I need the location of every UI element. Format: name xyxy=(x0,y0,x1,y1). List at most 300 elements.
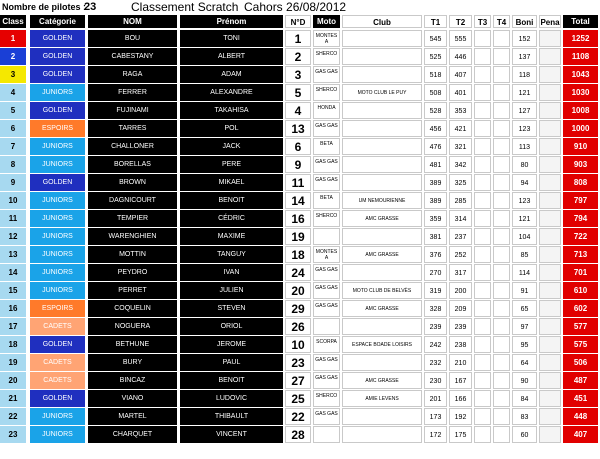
number-cell: 3 xyxy=(285,66,311,83)
class-cell: 10 xyxy=(0,192,26,209)
table-row[interactable] xyxy=(0,29,600,47)
t1-cell: 456 xyxy=(424,120,447,137)
class-cell: 1 xyxy=(0,30,26,47)
nom-cell: FUJINAMI xyxy=(88,102,177,119)
moto-cell: GAS GAS xyxy=(313,408,340,425)
t1-cell: 389 xyxy=(424,192,447,209)
boni-cell: 137 xyxy=(512,48,537,65)
table-row[interactable] xyxy=(0,425,600,443)
category-cell: JUNIORS xyxy=(30,228,85,245)
table-row[interactable] xyxy=(0,389,600,407)
boni-cell: 84 xyxy=(512,390,537,407)
class-cell: 14 xyxy=(0,264,26,281)
pena-cell xyxy=(539,66,561,83)
club-cell xyxy=(342,156,422,173)
prenom-cell: MAXIME xyxy=(180,228,283,245)
category-cell: CADETS xyxy=(30,318,85,335)
pilots-count: 23 xyxy=(84,1,97,13)
t1-cell: 230 xyxy=(424,372,447,389)
t1-cell: 172 xyxy=(424,426,447,443)
total-cell: 602 xyxy=(563,300,598,317)
nom-cell: NOGUERA xyxy=(88,318,177,335)
number-cell: 28 xyxy=(285,426,311,443)
t1-cell: 508 xyxy=(424,84,447,101)
t2-cell: 407 xyxy=(449,66,472,83)
total-cell: 577 xyxy=(563,318,598,335)
pena-cell xyxy=(539,372,561,389)
number-cell: 4 xyxy=(285,102,311,119)
t2-cell: 237 xyxy=(449,228,472,245)
prenom-cell: POL xyxy=(180,120,283,137)
table-row[interactable] xyxy=(0,137,600,155)
t4-cell xyxy=(493,84,510,101)
header-prenom[interactable]: Prénom xyxy=(180,15,283,28)
category-cell: JUNIORS xyxy=(30,264,85,281)
boni-cell: 127 xyxy=(512,102,537,119)
t1-cell: 528 xyxy=(424,102,447,119)
total-cell: 1252 xyxy=(563,30,598,47)
table-row[interactable] xyxy=(0,245,600,263)
t3-cell xyxy=(474,372,491,389)
pena-cell xyxy=(539,426,561,443)
number-cell: 5 xyxy=(285,84,311,101)
total-cell: 910 xyxy=(563,138,598,155)
club-cell: MOTO CLUB LE PUY xyxy=(342,84,422,101)
moto-cell: MONTES A xyxy=(313,30,340,47)
t3-cell xyxy=(474,120,491,137)
club-cell: AMC GRASSE xyxy=(342,210,422,227)
club-cell xyxy=(342,264,422,281)
t1-cell: 545 xyxy=(424,30,447,47)
prenom-cell: TAKAHISA xyxy=(180,102,283,119)
t3-cell xyxy=(474,408,491,425)
table-row[interactable] xyxy=(0,101,600,119)
pena-cell xyxy=(539,174,561,191)
boni-cell: 121 xyxy=(512,84,537,101)
pena-cell xyxy=(539,408,561,425)
class-cell: 16 xyxy=(0,300,26,317)
header-boni[interactable]: Boni xyxy=(512,15,537,28)
pena-cell xyxy=(539,246,561,263)
moto-cell: MONTES A xyxy=(313,246,340,263)
table-row[interactable] xyxy=(0,173,600,191)
nom-cell: FERRER xyxy=(88,84,177,101)
class-cell: 21 xyxy=(0,390,26,407)
pena-cell xyxy=(539,30,561,47)
category-cell: GOLDEN xyxy=(30,390,85,407)
club-cell xyxy=(342,102,422,119)
pena-cell xyxy=(539,318,561,335)
t3-cell xyxy=(474,102,491,119)
prenom-cell: ALEXANDRE xyxy=(180,84,283,101)
t2-cell: 210 xyxy=(449,354,472,371)
t4-cell xyxy=(493,48,510,65)
t4-cell xyxy=(493,372,510,389)
table-row[interactable] xyxy=(0,209,600,227)
table-row[interactable] xyxy=(0,119,600,137)
t3-cell xyxy=(474,390,491,407)
moto-cell: SHERCO xyxy=(313,210,340,227)
number-cell: 14 xyxy=(285,192,311,209)
category-cell: JUNIORS xyxy=(30,246,85,263)
total-cell: 794 xyxy=(563,210,598,227)
t1-cell: 242 xyxy=(424,336,447,353)
table-row[interactable] xyxy=(0,353,600,371)
moto-cell: BETA xyxy=(313,192,340,209)
category-cell: JUNIORS xyxy=(30,192,85,209)
category-cell: ESPOIRS xyxy=(30,300,85,317)
class-cell: 13 xyxy=(0,246,26,263)
category-cell: JUNIORS xyxy=(30,84,85,101)
t4-cell xyxy=(493,336,510,353)
nom-cell: CABESTANY xyxy=(88,48,177,65)
moto-cell: SHERCO xyxy=(313,390,340,407)
total-cell: 1000 xyxy=(563,120,598,137)
t2-cell: 401 xyxy=(449,84,472,101)
number-cell: 16 xyxy=(285,210,311,227)
t4-cell xyxy=(493,228,510,245)
prenom-cell: JACK xyxy=(180,138,283,155)
t4-cell xyxy=(493,66,510,83)
boni-cell: 85 xyxy=(512,246,537,263)
nom-cell: BROWN xyxy=(88,174,177,191)
t2-cell: 209 xyxy=(449,300,472,317)
moto-cell xyxy=(313,318,340,335)
pena-cell xyxy=(539,228,561,245)
t1-cell: 381 xyxy=(424,228,447,245)
moto-cell: HONDA xyxy=(313,102,340,119)
category-cell: GOLDEN xyxy=(30,174,85,191)
total-cell: 808 xyxy=(563,174,598,191)
t3-cell xyxy=(474,48,491,65)
t4-cell xyxy=(493,390,510,407)
club-cell xyxy=(342,66,422,83)
table-row[interactable] xyxy=(0,155,600,173)
number-cell: 1 xyxy=(285,30,311,47)
prenom-cell: CÉDRIC xyxy=(180,210,283,227)
table-row[interactable] xyxy=(0,65,600,83)
t2-cell: 192 xyxy=(449,408,472,425)
club-cell: ESPACE BOADE LOISIRS xyxy=(342,336,422,353)
t2-cell: 252 xyxy=(449,246,472,263)
number-cell: 13 xyxy=(285,120,311,137)
boni-cell: 152 xyxy=(512,30,537,47)
total-cell: 451 xyxy=(563,390,598,407)
class-cell: 3 xyxy=(0,66,26,83)
club-cell xyxy=(342,354,422,371)
category-cell: GOLDEN xyxy=(30,30,85,47)
boni-cell: 118 xyxy=(512,66,537,83)
number-cell: 26 xyxy=(285,318,311,335)
header-total[interactable]: Total xyxy=(563,15,598,28)
category-cell: GOLDEN xyxy=(30,66,85,83)
header-num[interactable]: N°D xyxy=(285,15,311,28)
club-cell xyxy=(342,174,422,191)
t2-cell: 555 xyxy=(449,30,472,47)
nom-cell: TEMPIER xyxy=(88,210,177,227)
class-cell: 5 xyxy=(0,102,26,119)
nom-cell: BURY xyxy=(88,354,177,371)
total-cell: 1043 xyxy=(563,66,598,83)
moto-cell xyxy=(313,228,340,245)
category-cell: JUNIORS xyxy=(30,408,85,425)
table-row[interactable] xyxy=(0,191,600,209)
boni-cell: 91 xyxy=(512,282,537,299)
t1-cell: 328 xyxy=(424,300,447,317)
number-cell: 9 xyxy=(285,156,311,173)
t2-cell: 314 xyxy=(449,210,472,227)
moto-cell xyxy=(313,426,340,443)
total-cell: 1108 xyxy=(563,48,598,65)
t2-cell: 446 xyxy=(449,48,472,65)
category-cell: GOLDEN xyxy=(30,48,85,65)
header-nom[interactable]: NOM xyxy=(88,15,177,28)
boni-cell: 95 xyxy=(512,336,537,353)
club-cell xyxy=(342,48,422,65)
t4-cell xyxy=(493,120,510,137)
t3-cell xyxy=(474,354,491,371)
header-categorie[interactable]: Catégorie xyxy=(30,15,85,28)
t1-cell: 270 xyxy=(424,264,447,281)
t2-cell: 317 xyxy=(449,264,472,281)
t4-cell xyxy=(493,282,510,299)
club-cell xyxy=(342,408,422,425)
prenom-cell: STEVEN xyxy=(180,300,283,317)
t3-cell xyxy=(474,138,491,155)
t1-cell: 232 xyxy=(424,354,447,371)
total-cell: 407 xyxy=(563,426,598,443)
t1-cell: 389 xyxy=(424,174,447,191)
club-cell xyxy=(342,138,422,155)
number-cell: 2 xyxy=(285,48,311,65)
moto-cell: GAS GAS xyxy=(313,354,340,371)
t3-cell xyxy=(474,84,491,101)
prenom-cell: THIBAULT xyxy=(180,408,283,425)
t4-cell xyxy=(493,318,510,335)
pena-cell xyxy=(539,264,561,281)
total-cell: 797 xyxy=(563,192,598,209)
class-cell: 7 xyxy=(0,138,26,155)
club-cell xyxy=(342,30,422,47)
club-cell xyxy=(342,228,422,245)
club-cell xyxy=(342,318,422,335)
t2-cell: 200 xyxy=(449,282,472,299)
t3-cell xyxy=(474,30,491,47)
class-cell: 15 xyxy=(0,282,26,299)
t1-cell: 376 xyxy=(424,246,447,263)
t4-cell xyxy=(493,102,510,119)
t4-cell xyxy=(493,138,510,155)
moto-cell: SHERCO xyxy=(313,84,340,101)
t4-cell xyxy=(493,174,510,191)
class-cell: 8 xyxy=(0,156,26,173)
t1-cell: 481 xyxy=(424,156,447,173)
boni-cell: 104 xyxy=(512,228,537,245)
total-cell: 903 xyxy=(563,156,598,173)
t1-cell: 173 xyxy=(424,408,447,425)
prenom-cell: PAUL xyxy=(180,354,283,371)
class-cell: 22 xyxy=(0,408,26,425)
pena-cell xyxy=(539,336,561,353)
total-cell: 713 xyxy=(563,246,598,263)
prenom-cell: ORIOL xyxy=(180,318,283,335)
nom-cell: RAGA xyxy=(88,66,177,83)
boni-cell: 64 xyxy=(512,354,537,371)
number-cell: 10 xyxy=(285,336,311,353)
t4-cell xyxy=(493,426,510,443)
table-row[interactable] xyxy=(0,227,600,245)
boni-cell: 65 xyxy=(512,300,537,317)
t3-cell xyxy=(474,426,491,443)
pena-cell xyxy=(539,192,561,209)
pena-cell xyxy=(539,138,561,155)
nom-cell: MOTTIN xyxy=(88,246,177,263)
class-cell: 23 xyxy=(0,426,26,443)
table-row[interactable] xyxy=(0,281,600,299)
table-row[interactable] xyxy=(0,263,600,281)
nom-cell: PERRET xyxy=(88,282,177,299)
nom-cell: PEYDRO xyxy=(88,264,177,281)
event-title: Cahors 26/08/2012 xyxy=(244,0,347,14)
category-cell: JUNIORS xyxy=(30,210,85,227)
t4-cell xyxy=(493,210,510,227)
pilots-label: Nombre de pilotes : xyxy=(2,2,87,12)
t1-cell: 201 xyxy=(424,390,447,407)
number-cell: 29 xyxy=(285,300,311,317)
table-row[interactable] xyxy=(0,317,600,335)
number-cell: 19 xyxy=(285,228,311,245)
t2-cell: 285 xyxy=(449,192,472,209)
pena-cell xyxy=(539,48,561,65)
category-cell: GOLDEN xyxy=(30,102,85,119)
header-t4[interactable]: T4 xyxy=(493,15,510,28)
pena-cell xyxy=(539,210,561,227)
table-row[interactable] xyxy=(0,299,600,317)
t2-cell: 321 xyxy=(449,138,472,155)
t3-cell xyxy=(474,192,491,209)
header-t1[interactable]: T1 xyxy=(424,15,447,28)
t3-cell xyxy=(474,264,491,281)
number-cell: 6 xyxy=(285,138,311,155)
class-cell: 4 xyxy=(0,84,26,101)
boni-cell: 80 xyxy=(512,156,537,173)
boni-cell: 113 xyxy=(512,138,537,155)
pena-cell xyxy=(539,390,561,407)
t2-cell: 175 xyxy=(449,426,472,443)
nom-cell: BOU xyxy=(88,30,177,47)
pena-cell xyxy=(539,120,561,137)
class-cell: 2 xyxy=(0,48,26,65)
moto-cell: GAS GAS xyxy=(313,120,340,137)
class-cell: 17 xyxy=(0,318,26,335)
table-row[interactable] xyxy=(0,47,600,65)
total-cell: 575 xyxy=(563,336,598,353)
number-cell: 22 xyxy=(285,408,311,425)
table-row[interactable] xyxy=(0,407,600,425)
table-row[interactable] xyxy=(0,83,600,101)
header-club[interactable]: Club xyxy=(342,15,422,28)
moto-cell: GAS GAS xyxy=(313,174,340,191)
number-cell: 23 xyxy=(285,354,311,371)
prenom-cell: JEROME xyxy=(180,336,283,353)
club-cell xyxy=(342,120,422,137)
table-row[interactable] xyxy=(0,335,600,353)
table-row[interactable] xyxy=(0,371,600,389)
club-cell: AMC GRASSE xyxy=(342,300,422,317)
total-cell: 610 xyxy=(563,282,598,299)
category-cell: JUNIORS xyxy=(30,282,85,299)
total-cell: 506 xyxy=(563,354,598,371)
pena-cell xyxy=(539,84,561,101)
nom-cell: DAGNICOURT xyxy=(88,192,177,209)
moto-cell: SCORPA xyxy=(313,336,340,353)
category-cell: JUNIORS xyxy=(30,426,85,443)
prenom-cell: TANGUY xyxy=(180,246,283,263)
club-cell: MOTO CLUB DE BELVÈS xyxy=(342,282,422,299)
boni-cell: 121 xyxy=(512,210,537,227)
t1-cell: 476 xyxy=(424,138,447,155)
class-cell: 12 xyxy=(0,228,26,245)
header-moto[interactable]: Moto xyxy=(313,15,340,28)
moto-cell: GAS GAS xyxy=(313,156,340,173)
pena-cell xyxy=(539,300,561,317)
club-cell: AMIE LEVENS xyxy=(342,390,422,407)
moto-cell: BETA xyxy=(313,138,340,155)
pena-cell xyxy=(539,102,561,119)
t3-cell xyxy=(474,156,491,173)
t2-cell: 238 xyxy=(449,336,472,353)
boni-cell: 123 xyxy=(512,120,537,137)
t4-cell xyxy=(493,246,510,263)
top-bar xyxy=(0,0,600,14)
boni-cell: 90 xyxy=(512,372,537,389)
t2-cell: 325 xyxy=(449,174,472,191)
t3-cell xyxy=(474,174,491,191)
nom-cell: CHARQUET xyxy=(88,426,177,443)
t4-cell xyxy=(493,192,510,209)
category-cell: GOLDEN xyxy=(30,336,85,353)
moto-cell: GAS GAS xyxy=(313,300,340,317)
t3-cell xyxy=(474,246,491,263)
pena-cell xyxy=(539,156,561,173)
header-class[interactable]: Class xyxy=(0,15,26,28)
header-t3[interactable]: T3 xyxy=(474,15,491,28)
nom-cell: BORELLAS xyxy=(88,156,177,173)
moto-cell: SHERCO xyxy=(313,48,340,65)
club-cell xyxy=(342,426,422,443)
total-cell: 722 xyxy=(563,228,598,245)
number-cell: 25 xyxy=(285,390,311,407)
moto-cell: GAS GAS xyxy=(313,372,340,389)
header-t2[interactable]: T2 xyxy=(449,15,472,28)
boni-cell: 60 xyxy=(512,426,537,443)
t2-cell: 353 xyxy=(449,102,472,119)
nom-cell: TARRES xyxy=(88,120,177,137)
header-pena[interactable]: Pena xyxy=(539,15,561,28)
class-cell: 18 xyxy=(0,336,26,353)
prenom-cell: MIKAEL xyxy=(180,174,283,191)
total-cell: 487 xyxy=(563,372,598,389)
prenom-cell: LUDOVIC xyxy=(180,390,283,407)
t3-cell xyxy=(474,282,491,299)
number-cell: 11 xyxy=(285,174,311,191)
club-cell: UM NEMOURIENNE xyxy=(342,192,422,209)
t1-cell: 359 xyxy=(424,210,447,227)
page-title: Classement Scratch xyxy=(131,0,239,14)
category-cell: JUNIORS xyxy=(30,138,85,155)
prenom-cell: IVAN xyxy=(180,264,283,281)
prenom-cell: VINCENT xyxy=(180,426,283,443)
